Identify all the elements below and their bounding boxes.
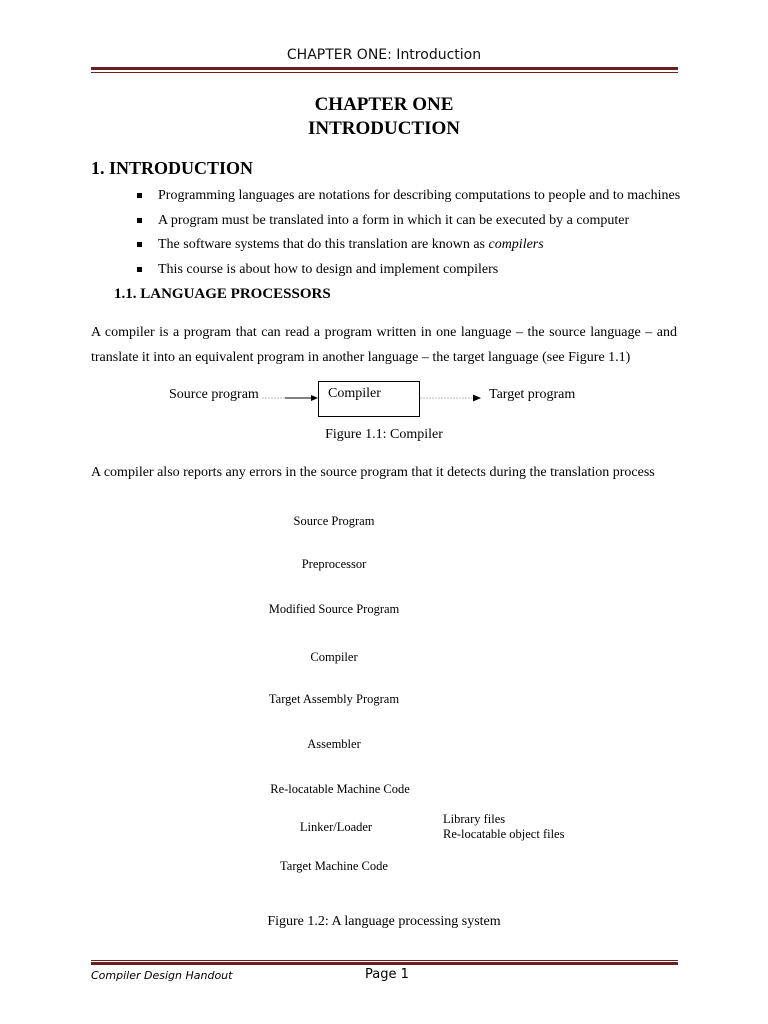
figure2-step: Linker/Loader xyxy=(299,820,373,834)
arrow-head-icon xyxy=(311,395,318,401)
page-number: Page 1 xyxy=(365,967,409,982)
footer-rule-thin xyxy=(91,960,678,961)
bullet-item: The software systems that do this translation are known as compilers xyxy=(135,235,680,260)
section-heading: 1. INTRODUCTION xyxy=(91,158,254,178)
arrow-head-icon xyxy=(473,395,481,402)
figure1-source-label: Source program xyxy=(169,387,259,402)
figure2-step: Target Assembly Program xyxy=(268,692,400,706)
paragraph-errors: A compiler also reports any errors in the source program that it detects during the translation process xyxy=(91,465,655,480)
figure2-step: Assembler xyxy=(307,737,361,751)
chapter-title: CHAPTER ONE xyxy=(314,94,454,115)
bullet-item: Programming languages are notations for describing computations to people and to machines xyxy=(135,186,680,211)
figure1-compiler-box: Compiler xyxy=(318,381,420,417)
footer-title: Compiler Design Handout xyxy=(91,969,233,982)
figure1-caption: Figure 1.1: Compiler xyxy=(325,427,443,442)
chapter-subtitle: INTRODUCTION xyxy=(307,118,461,139)
figure1-target-label: Target program xyxy=(489,387,576,402)
bullet-item: This course is about how to design and implement compilers xyxy=(135,260,680,285)
figure2-step: Modified Source Program xyxy=(268,602,400,616)
running-header: CHAPTER ONE: Introduction xyxy=(286,47,482,63)
figure2-step: Source Program xyxy=(293,514,375,528)
figure2-step: Re-locatable Machine Code xyxy=(270,782,410,796)
figure2-step: Preprocessor xyxy=(301,557,367,571)
bullet-item: A program must be translated into a form in which it can be executed by a computer xyxy=(135,211,680,236)
figure2-caption: Figure 1.2: A language processing system xyxy=(267,914,501,929)
figure2-step: Target Machine Code xyxy=(280,859,388,873)
figure2-side-input: Re-locatable object files xyxy=(443,827,565,841)
emphasis-compilers: compilers xyxy=(488,237,544,252)
figure2-step: Compiler xyxy=(310,650,358,664)
footer-rule-thick xyxy=(91,962,678,965)
subsection-heading: 1.1. LANGUAGE PROCESSORS xyxy=(114,286,331,302)
figure2-side-input: Library files xyxy=(443,812,506,826)
paragraph-compiler-definition: A compiler is a program that can read a program written in one language – the source language – and translate it into an equivalent program in another language – the target language (see Figure 1.1) xyxy=(91,325,677,365)
